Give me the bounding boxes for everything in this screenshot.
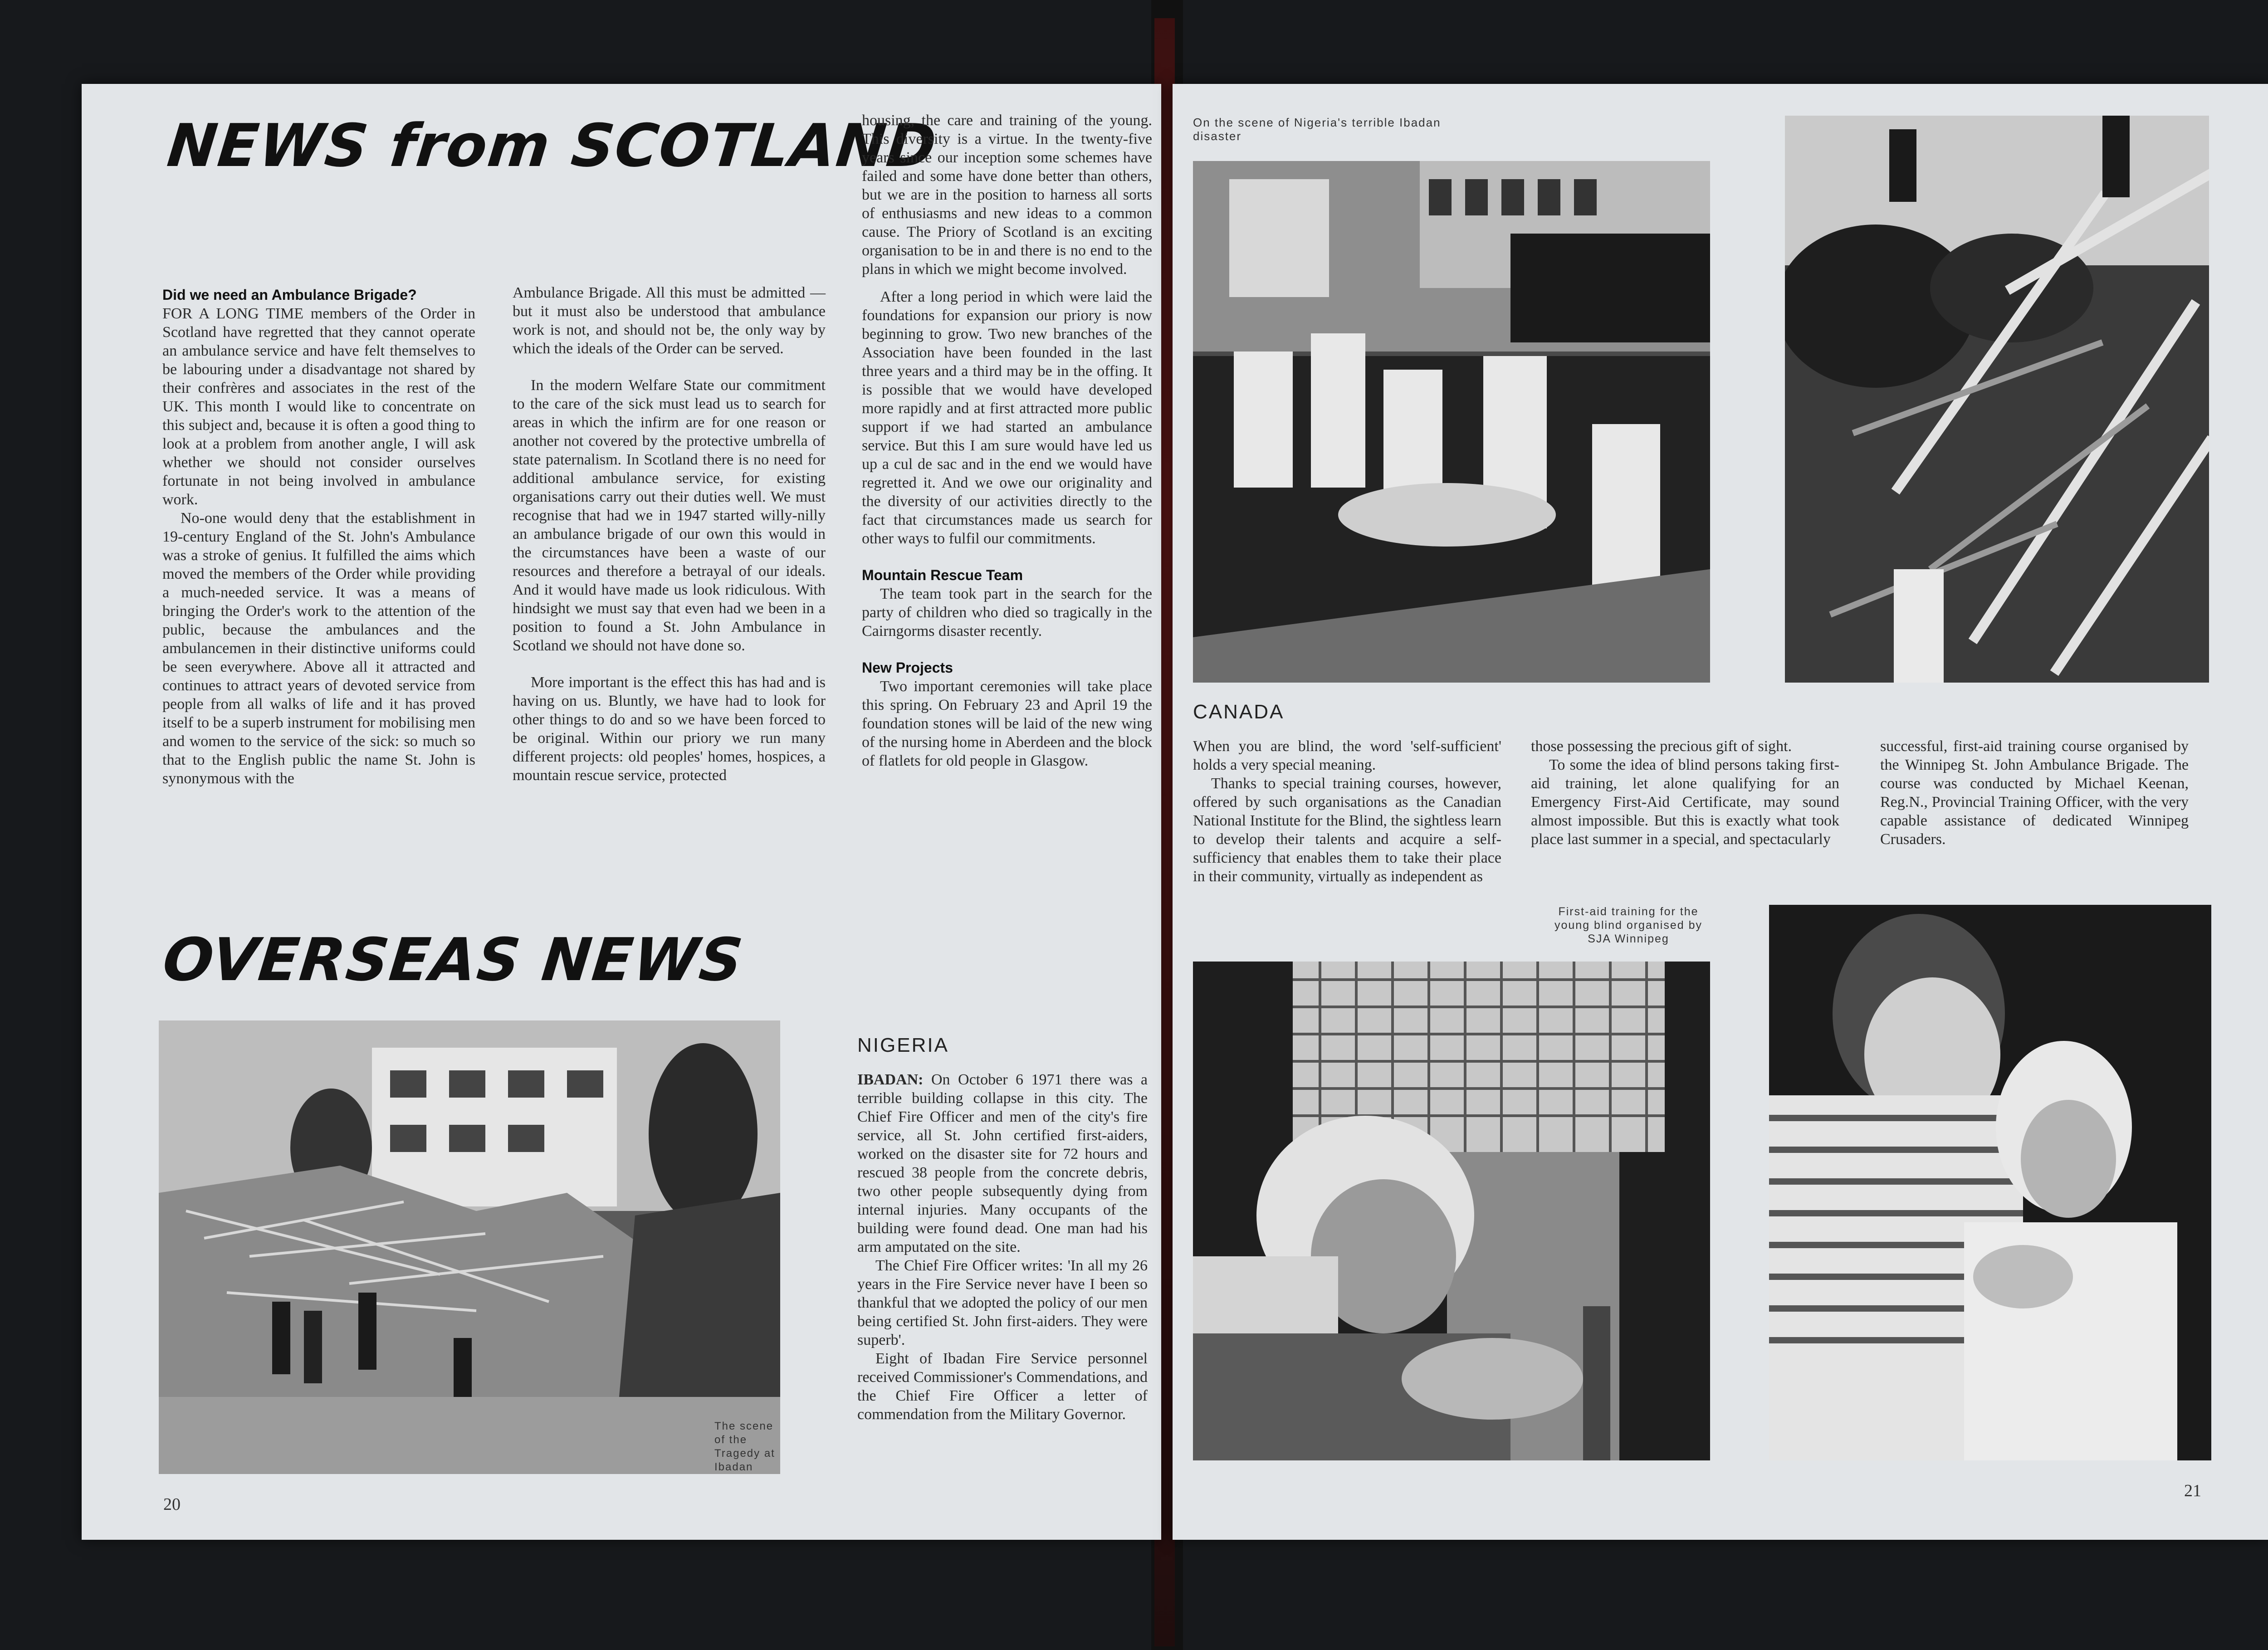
subhead-new-projects: New Projects <box>862 659 953 676</box>
page-number: 21 <box>2184 1481 2201 1500</box>
paragraph: Two important ceremonies will take place this spring. On February 23 and April 19 the foundation stones will be laid of the new wing of the nursing home in Aberdeen and the block of flatlets for old people in Glasgow. <box>862 678 1152 769</box>
column-1 <box>162 286 475 788</box>
paragraph: those possessing the precious gift of sight. <box>1531 738 1792 755</box>
page-number: 20 <box>163 1495 181 1514</box>
first-aid-training-photo-right <box>1769 905 2211 1460</box>
canada-label: CANADA <box>1193 701 1285 723</box>
canada-column-1 <box>1193 737 1501 886</box>
heading-news-from-scotland: NEWS from SCOTLAND <box>164 111 940 180</box>
paragraph: The Chief Fire Officer writes: 'In all my 26 years in the Fire Service never have I been so thankful that we adopted the policy of our men being certified St. John first-aiders. They were superb'. <box>857 1257 1148 1348</box>
paragraph: housing, the care and training of the young. This diversity is a virtue. In the twenty-five years since our inception some schemes have failed and some have done better than others, but we are in the position to harness all sorts of enthusiasms and new ideas to a common cause. The Priory of Scotland is an exciting organisation to be in and there is no end to the plans in which we might become involved. <box>862 112 1152 278</box>
canada-photo-caption: First-aid training for the young blind organised by SJA Winnipeg <box>1554 905 1702 945</box>
canada-column-2 <box>1531 737 1839 849</box>
nigeria-dateline: IBADAN: <box>857 1071 924 1088</box>
nigeria-p1: On October 6 1971 there was a terrible building collapse in this city. The Chief Fire Officer and men of the city's fire service, all St. John certified first-aiders, worked on the disaster site for 72 hours and rescued 38 people from the concrete debris, two other people subsequently dying from internal injuries. Many occupants of the building were found dead. One man had his arm amputated on the site. <box>857 1071 1148 1255</box>
paragraph: More important is the effect this has had and is having on us. Bluntly, we have had to look for other things to do and so we have been forced to be original. Within our priory we run many different projects: old peoples' homes, hospices, a mountain rescue service, protected <box>513 674 826 784</box>
paragraph: No-one would deny that the establishment in 19-century England of the St. John's Ambulance was a stroke of genius. It fulfilled the aims which moved the members of the Order while providing a much-needed service. It was a means of bringing the Order's work to the attention of the public, because the ambulances and the ambulancemen in their distinctive uniforms could be seen everywhere. Above all it attracted and continues to attract years of devoted service from people from all walks of life and it has proved itself to be a superb instrument for mobilising men and women to the service of the sick: so much so that to the English public the name St. John is synonymous with the <box>162 510 475 787</box>
paragraph: Ambulance Brigade. All this must be admitted — but it must also be understood that ambulance work is not, and should not be, the only way by which the ideals of the Order can be served. <box>513 284 826 357</box>
subhead-ambulance-brigade: Did we need an Ambulance Brigade? <box>162 287 417 303</box>
canada-column-3 <box>1880 737 2189 849</box>
paragraph: Thanks to special training courses, however, offered by such organisations as the Canadian National Institute for the Blind, the sightless learn to develop their talents and acquire a self-sufficiency that enables them to take their place in their community, virtually as independent as <box>1193 775 1501 885</box>
heading-overseas-news: OVERSEAS NEWS <box>160 925 747 994</box>
subhead-mountain-rescue: Mountain Rescue Team <box>862 567 1023 583</box>
column-2 <box>513 283 826 785</box>
ibadan-photo-caption: The scene of the Tragedy at Ibadan <box>714 1420 775 1473</box>
paragraph: In the modern Welfare State our commitment to the care of the sick must lead us to search for areas in which the infirm are for one reason or another not covered by the protective umbrella of state paternalism. In Scotland there is no need for additional ambulance service, for existing organisations carry out their duties well. We must recognise that had we in 1947 started willy-nilly an ambulance brigade of our own this would in the circumstances have been a waste of our resources and therefore a betrayal of our ideals. And it would have made us look ridiculous. With hindsight we must say that even had we been in a position to found a St. John Ambulance in Scotland we should not have done so. <box>513 377 826 654</box>
ibadan-collapse-photo <box>159 1020 780 1474</box>
paragraph: When you are blind, the word 'self-sufficient' holds a very special meaning. <box>1193 738 1501 773</box>
paragraph: After a long period in which were laid the foundations for expansion our priory is now beginning to grow. Two new branches of the Association have been founded in the last three years and a third may be in the offing. It is possible that we would have developed more rapidly and at first attracted more public support if we had started an ambulance service. But this I am sure would have led us up a cul de sac and in the end we would have regretted it. And we owe our originality and the diversity of our activities directly to the fact that circumstances made us search for other ways to fulfil our commitments. <box>862 288 1152 547</box>
paragraph: FOR A LONG TIME members of the Order in Scotland have regretted that they cannot operate an ambulance service and have felt themselves to be labouring under a disadvantage not shared by their confrères and associates in the rest of the UK. This month I would like to concentrate on this subject and, because it is often a good thing to look at a problem from another angle, I will ask whether we should not consider ourselves fortunate in not being involved in ambulance work. <box>162 305 475 508</box>
nigeria-column <box>857 1070 1148 1424</box>
column-3 <box>862 111 1152 770</box>
ibadan-rescue-photo <box>1193 161 1710 683</box>
paragraph: The team took part in the search for the party of children who died so tragically in the Cairngorms disaster recently. <box>862 586 1152 639</box>
nigeria-label: NIGERIA <box>857 1034 949 1056</box>
paragraph: Eight of Ibadan Fire Service personnel received Commissioner's Commendations, and the Chief Fire Officer a letter of commendation from the Military Governor. <box>857 1350 1148 1423</box>
paragraph: successful, first-aid training course organised by the Winnipeg St. John Ambulance Brigade. The course was conducted by Michael Keenan, Reg.N., Provincial Training Officer, with the very capable assistance of dedicated Winnipeg Crusaders. <box>1880 738 2189 848</box>
paragraph: To some the idea of blind persons taking first-aid training, let alone qualifying for an Emergency First-Aid Certificate, may sound almost impossible. But this is exactly what took place last summer in a special, and spectacularly <box>1531 757 1839 848</box>
ibadan-wreckage-photo <box>1785 116 2209 683</box>
first-aid-training-photo-left <box>1193 962 1710 1460</box>
right-page <box>1173 84 2268 1540</box>
left-page <box>82 84 1161 1540</box>
paragraph <box>857 1070 1148 1256</box>
nigeria-photo-caption: On the scene of Nigeria's terrible Ibadan disaster <box>1193 116 1441 143</box>
